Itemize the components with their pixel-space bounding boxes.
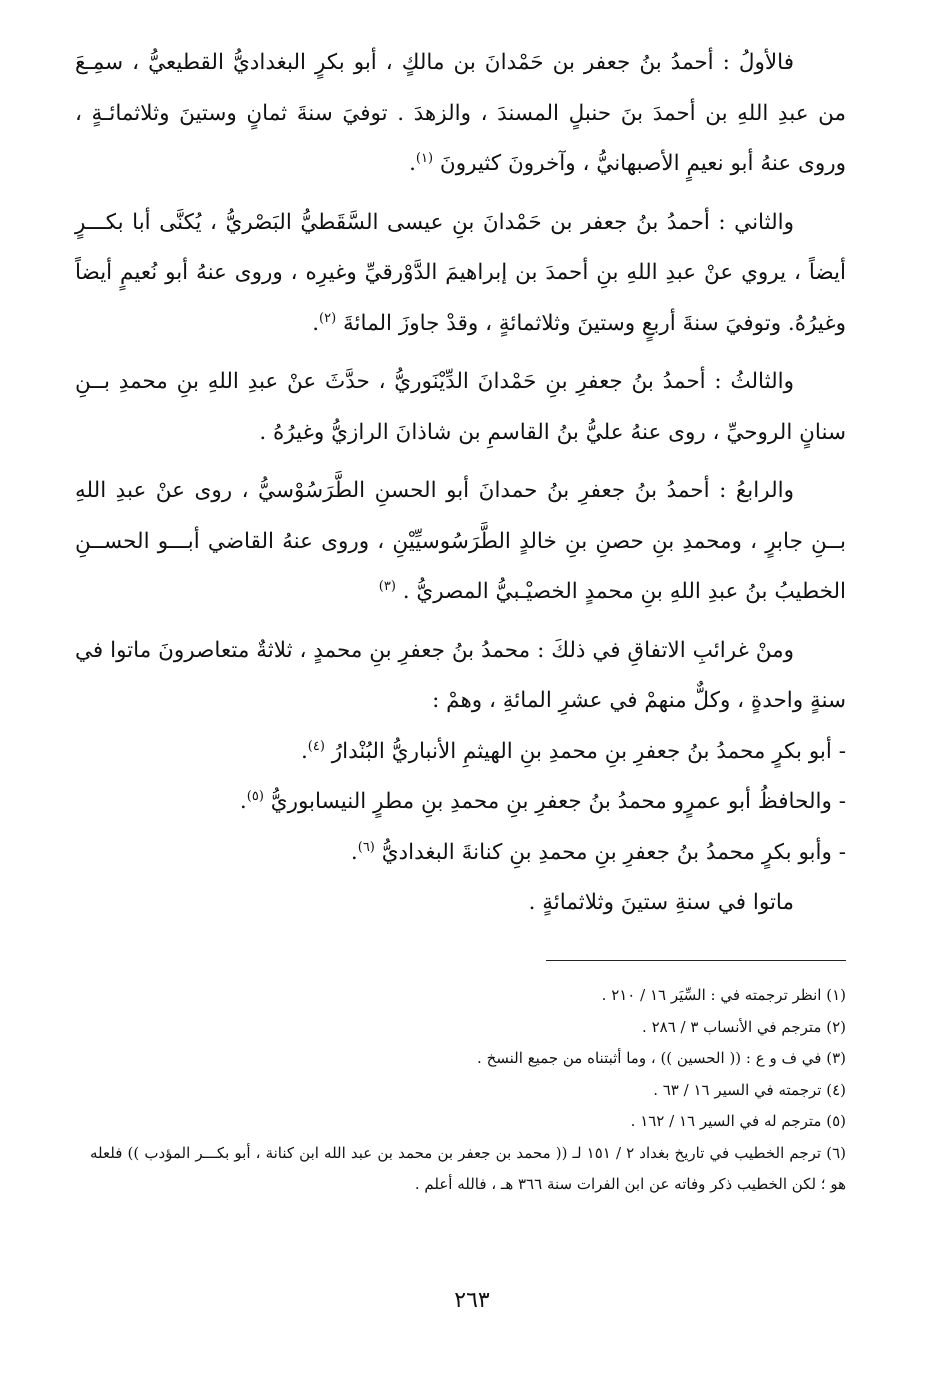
list-item-text: - وأبو بكرٍ محمدُ بنُ جعفرِ بنِ محمدِ بنِ كنانةَ البغداديُّ bbox=[381, 839, 846, 865]
list-item-text: - أبو بكرٍ محمدُ بنُ جعفرِ بنِ محمدِ بنِ الهيثمِ الأنباريُّ البُنْدارُ bbox=[331, 738, 846, 764]
paragraph-second: والثاني : أحمدُ بنُ جعفر بن حَمْدانَ بنِ عيسى السَّقَطيُّ البَصْريُّ ، يُكنَّى أبا بكـــرٍ أيضاً ، يروي عنْ عبدِ اللهِ بنِ أحمدَ بن إبراهيمَ الدَّوْرقيِّ وغيرِه ، وروى عنهُ أبو نُعيمٍ أيضاً وغيرُهُ. وتوفيَ سنةَ أربعٍ وستينَ وثلاثمائةٍ ، وقدْ جاوزَ المائةَ $^{(٢)}$. bbox=[75, 209, 846, 336]
footnote: (٤) ترجمته في السير ١٦ / ٦٣ . bbox=[653, 1080, 846, 1099]
note-ref-1: (١) bbox=[415, 150, 434, 166]
note-ref-5: (٥) bbox=[246, 788, 264, 804]
paragraph-fourth bbox=[75, 466, 846, 618]
footnote: (٦) ترجم الخطيب في تاريخ بغداد ٢ / ١٥١ لـ (( محمد بن جعفر بن محمد بن عبد الله ابن كنانة ، أبو بكـــر المؤدب )) فلعله هو ؛ لكن الخطيب ذكر وفاته عن ابن الفرات سنة ٣٦٦ هـ ، فالله أعلم . bbox=[90, 1143, 846, 1193]
note-ref-6: (٦) bbox=[357, 839, 375, 855]
footnote-separator bbox=[546, 960, 846, 961]
paragraph-first: فالأولُ : أحمدُ بنُ جعفر بن حَمْدانَ بن مالكٍ ، أبو بكرٍ البغداديُّ القطيعيُّ ، سمِـعَ من عبدِ اللهِ بن أحمدَ بنَ حنبلٍ المسندَ ، والزهدَ . توفيَ سنةَ ثمانٍ وستينَ وثلاثمائـةٍ ، وروى عنهُ أبو نعيمٍ الأصبهانيُّ ، وآخرونَ كثيرونَ $^{(١)}$. bbox=[75, 50, 846, 176]
paragraph-text: فالأولُ : أحمدُ بنُ جعفر بن حَمْدانَ بن مالكٍ ، أبو بكرٍ البغداديُّ القطيعيُّ ، سمِـعَ من عبدِ اللهِ بن أحمدَ بنَ حنبلٍ المسندَ ، والزهدَ . توفيَ سنةَ ثمانٍ وستينَ وثلاثمائـةٍ ، وروى عنهُ أبو نعيمٍ الأصبهانيُّ ، وآخرونَ كثيرونَ bbox=[75, 50, 846, 176]
paragraph-text: والرابعُ : أحمدُ بنُ جعفرِ بنُ حمدانَ أبو الحسنِ الطَّرَسُوْسيُّ ، روى عنْ عبدِ اللهِ بــنِ جابرٍ ، ومحمدِ بنِ حصنِ بنِ خالدٍ الطَّرَسُوسيِّيْنِ ، وروى عنهُ القاضي أبـــو الحســنِ الخطيبُ بنُ عبدِ اللهِ بنِ محمدٍ الخصيْـبيُّ المصريُّ . bbox=[75, 478, 846, 604]
paragraph-text: والثالثُ : أحمدُ بنُ جعفرِ بنِ حَمْدانَ الدِّيْنَوريُّ ، حدَّثَ عنْ عبدِ اللهِ بنِ محمدِ بــنِ سنانٍ الروحيِّ ، روى عنهُ عليُّ بنُ القاسمِ بن شاذانَ الرازيُّ وغيرُهُ . bbox=[75, 369, 846, 445]
paragraph-text: والثاني : أحمدُ بنُ جعفر بن حَمْدانَ بنِ عيسى السَّقَطيُّ البَصْريُّ ، يُكنَّى أبا بكـــرٍ أيضاً ، يروي عنْ عبدِ اللهِ بنِ أحمدَ بن إبراهيمَ الدَّوْرقيِّ وغيرِه ، وروى عنهُ أبو نُعيمٍ أيضاً وغيرُهُ. وتوفيَ سنةَ أربعٍ وستينَ وثلاثمائةٍ ، وقدْ جاوزَ المائةَ bbox=[75, 209, 846, 336]
footnote: (٥) مترجم له في السير ١٦ / ١٦٢ . bbox=[630, 1112, 846, 1130]
note-ref-4: (٤) bbox=[307, 738, 325, 754]
closing-line: ماتوا في سنةِ ستينَ وثلاثمائةٍ . bbox=[528, 890, 794, 915]
list-item: - وأبو بكرٍ محمدُ بنُ جعفرِ بنِ محمدِ بنِ كنانةَ البغداديُّ $^{(٦)}$. bbox=[350, 839, 846, 865]
list-item: - أبو بكرٍ محمدُ بنُ جعفرِ بنِ محمدِ بنِ الهيثمِ الأنباريُّ البُنْدارُ $^{(٤)}$. bbox=[300, 738, 846, 764]
note-ref-2: (٢) bbox=[319, 310, 337, 326]
footnote: (١) انظر ترجمته في : السِّيَر ١٦ / ٢١٠ . bbox=[601, 986, 846, 1004]
footnotes bbox=[90, 980, 846, 1201]
paragraph-coincidence bbox=[75, 626, 846, 727]
page-number: ٢٦٣ bbox=[454, 1288, 490, 1313]
list-item: - والحافظُ أبو عمرٍو محمدُ بنُ جعفرِ بنِ محمدِ بنِ مطرٍ النيسابوريُّ $^{(٥)}$. bbox=[239, 788, 846, 814]
paragraph-text: ومنْ غرائبِ الاتفاقِ في ذلكَ : محمدُ بنُ جعفرِ بنِ محمدٍ ، ثلاثةٌ متعاصرونَ ماتوا في سنةٍ واحدةٍ ، وكلٌّ منهمْ في عشرِ المائةِ ، وهمْ : bbox=[75, 637, 846, 713]
list-item-text: - والحافظُ أبو عمرٍو محمدُ بنُ جعفرِ بنِ محمدِ بنِ مطرٍ النيسابوريُّ bbox=[270, 789, 846, 814]
footnote: (٢) مترجم في الأنساب ٣ / ٢٨٦ . bbox=[642, 1017, 846, 1036]
note-ref-3: (٣) bbox=[378, 578, 396, 594]
footnote: (٣) في ف و ع : (( الحسين )) ، وما أثبتناه من جميع النسخ . bbox=[477, 1049, 846, 1067]
main-text bbox=[75, 38, 846, 929]
paragraph-third bbox=[75, 357, 846, 458]
